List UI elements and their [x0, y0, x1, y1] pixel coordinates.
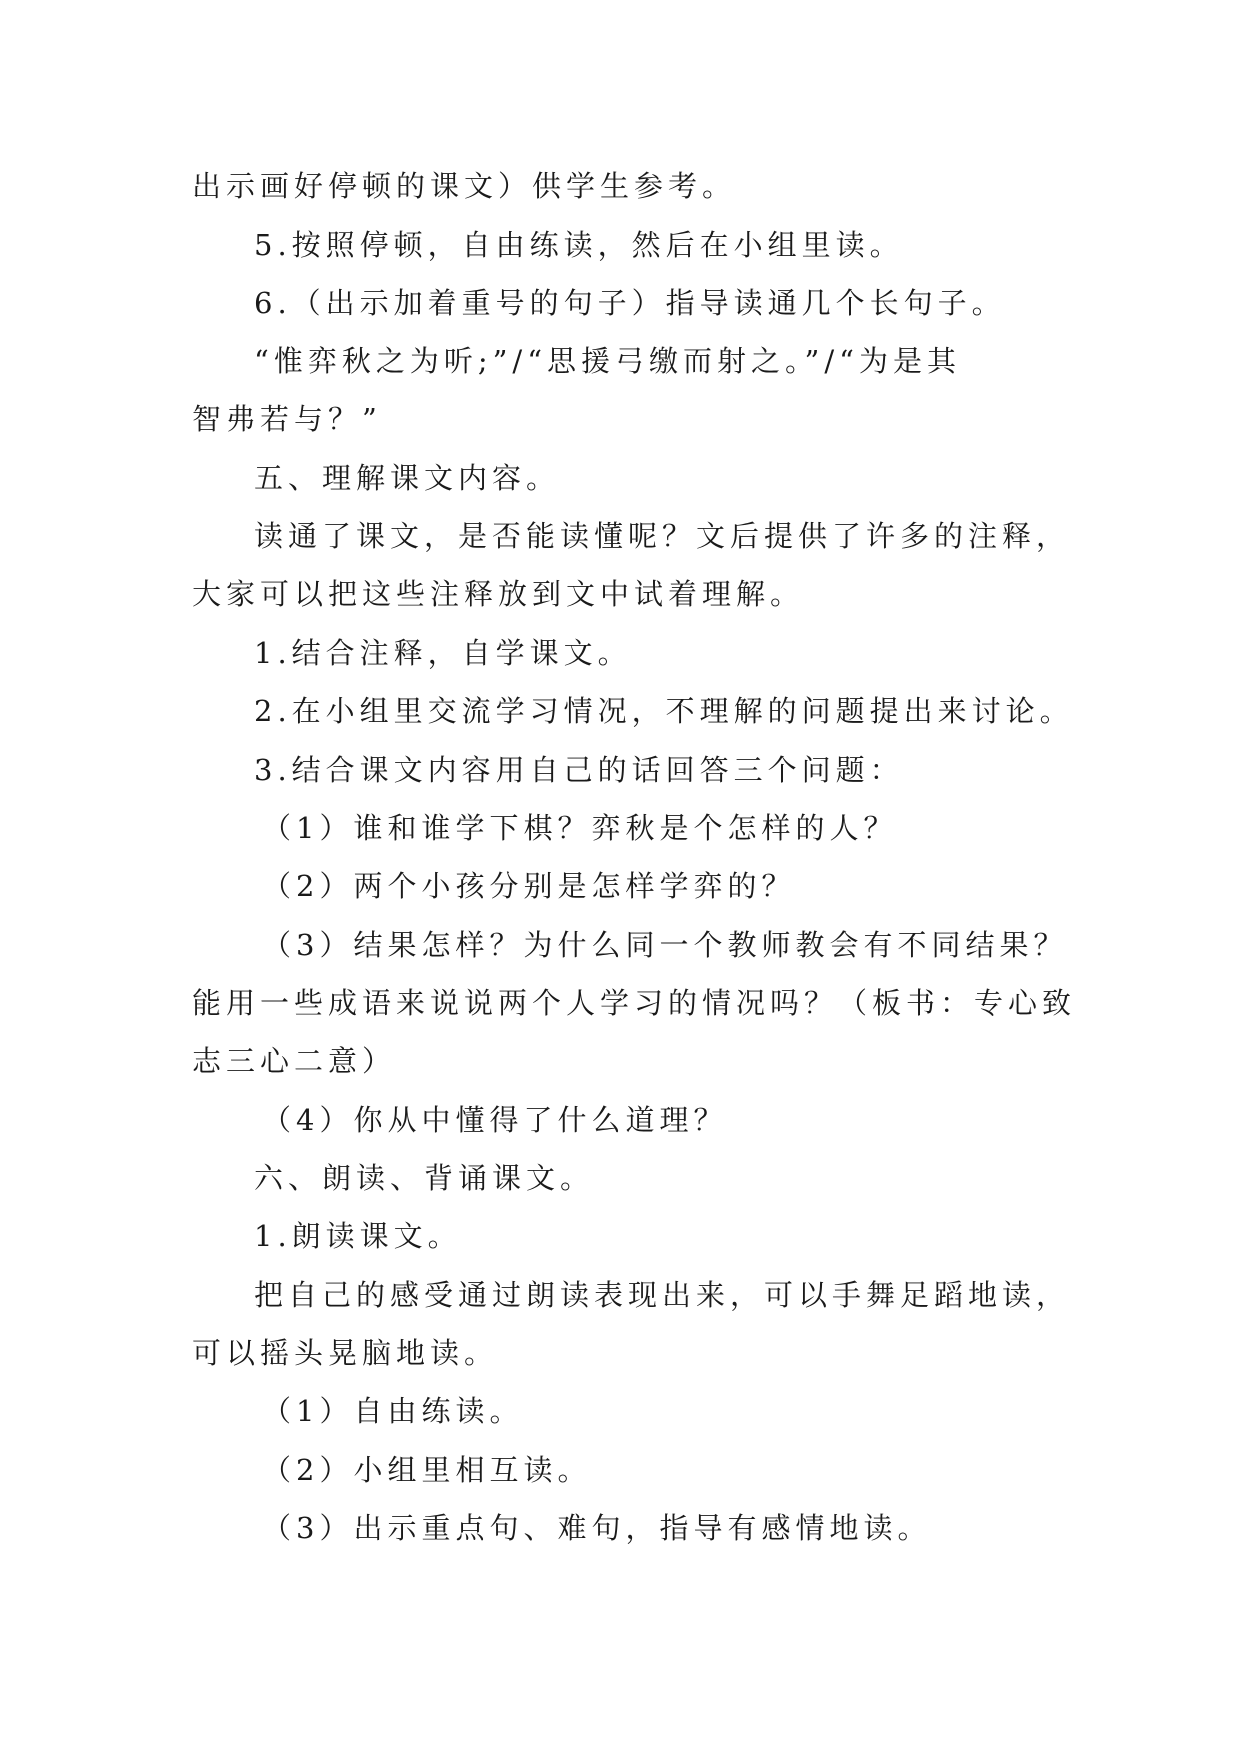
- text-line: （1）谁和谁学下棋？弈秋是个怎样的人？: [262, 811, 898, 845]
- text-line: （2）小组里相互读。: [262, 1453, 592, 1487]
- text-line: 1.结合注释，自学课文。: [254, 636, 632, 670]
- text-line: 2.在小组里交流学习情况，不理解的问题提出来讨论。: [254, 694, 1074, 728]
- text-line: 能用一些成语来说说两个人学习的情况吗？（板书：专心致: [192, 986, 1077, 1020]
- text-line: （3）结果怎样？为什么同一个教师教会有不同结果？: [262, 928, 1068, 962]
- text-line: 3.结合课文内容用自己的话回答三个问题：: [254, 753, 904, 787]
- text-line: （3）出示重点句、难句，指导有感情地读。: [262, 1511, 932, 1545]
- text-line: 志三心二意）: [192, 1044, 397, 1078]
- text-line: （2）两个小孩分别是怎样学弈的？: [262, 869, 796, 903]
- text-line: 出示画好停顿的课文）供学生参考。: [192, 169, 737, 203]
- text-line: 可以摇头晃脑地读。: [192, 1336, 499, 1370]
- section-heading: 六、朗读、背诵课文。: [254, 1161, 595, 1195]
- text-line: 智弗若与？”: [192, 402, 382, 436]
- text-line: （4）你从中懂得了什么道理？: [262, 1103, 728, 1137]
- text-line: 6.（出示加着重号的句子）指导读通几个长句子。: [254, 286, 1006, 320]
- section-heading: 五、理解课文内容。: [254, 461, 561, 495]
- text-line: 把自己的感受通过朗读表现出来，可以手舞足蹈地读，: [254, 1278, 1071, 1312]
- text-line: 大家可以把这些注释放到文中试着理解。: [192, 577, 805, 611]
- text-line: 读通了课文，是否能读懂呢？文后提供了许多的注释，: [254, 519, 1071, 553]
- text-line: “惟弈秋之为听;”/“思援弓缴而射之。”/“为是其: [254, 344, 961, 378]
- text-line: （1）自由练读。: [262, 1394, 524, 1428]
- text-line: 1.朗读课文。: [254, 1219, 462, 1253]
- text-line: 5.按照停顿，自由练读，然后在小组里读。: [254, 228, 904, 262]
